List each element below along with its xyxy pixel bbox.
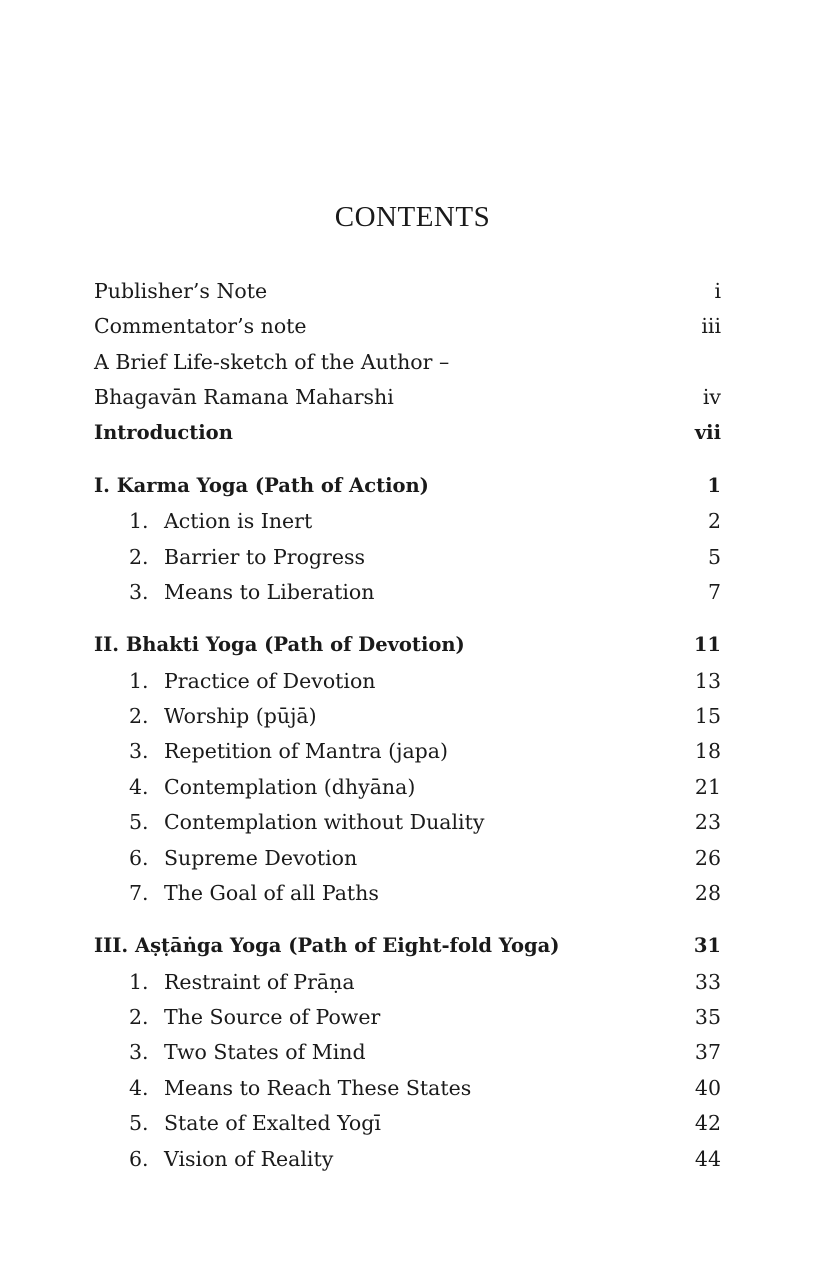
item-label: Contemplation without Duality [164,810,485,834]
section-title: III. Aṣṭāṅga Yoga (Path of Eight-fold Yoga) [94,934,560,957]
section-page: 1 [707,474,721,497]
item-page: 37 [694,1040,721,1064]
item-label: Means to Reach These States [164,1076,472,1100]
item-number: 6. [129,846,149,870]
item-label: Action is Inert [164,509,313,533]
item-number: 5. [129,810,149,834]
item-label: Repetition of Mantra (japa) [164,739,449,763]
item-number: 4. [129,775,149,799]
item-label: State of Exalted Yogī [164,1111,381,1135]
toc-item[interactable] [94,736,721,766]
item-number: 6. [129,1147,149,1171]
toc-entry-page: i [714,279,721,303]
item-page: 35 [694,1005,721,1029]
item-label: Practice of Devotion [164,669,376,693]
toc-item[interactable] [94,878,721,908]
item-number: 2. [129,545,149,569]
item-page: 21 [694,775,721,799]
item-label: Barrier to Progress [164,545,366,569]
section-page: 11 [693,633,721,656]
toc-item[interactable] [94,772,721,802]
toc-section-heading[interactable] [94,630,721,660]
item-number: 2. [129,704,149,728]
item-page: 18 [694,739,721,763]
item-label: The Goal of all Paths [164,881,379,905]
toc-item[interactable] [94,807,721,837]
item-number: 4. [129,1076,149,1100]
item-number: 2. [129,1005,149,1029]
toc-entry-page: iii [701,314,721,338]
section-title: II. Bhakti Yoga (Path of Devotion) [94,633,465,656]
item-number: 1. [129,669,149,693]
item-label: Means to Liberation [164,580,375,604]
toc-item[interactable] [94,506,721,536]
toc-section-heading[interactable] [94,931,721,961]
toc-entry-life-sketch[interactable] [94,347,721,377]
item-page: 15 [694,704,721,728]
toc-item[interactable] [94,666,721,696]
item-page: 23 [694,810,721,834]
item-label: Contemplation (dhyāna) [164,775,416,799]
item-page: 5 [707,545,721,569]
item-number: 1. [129,509,149,533]
toc-item[interactable] [94,577,721,607]
toc-entry-label: Commentator’s note [94,314,307,338]
item-page: 26 [694,846,721,870]
item-label: The Source of Power [164,1005,381,1029]
item-label: Two States of Mind [164,1040,366,1064]
item-page: 40 [694,1076,721,1100]
section-title: I. Karma Yoga (Path of Action) [94,474,429,497]
item-page: 42 [694,1111,721,1135]
toc-entry-page: vii [694,421,721,444]
toc-entry-publishers-note[interactable] [94,276,721,306]
item-number: 7. [129,881,149,905]
toc-item[interactable] [94,542,721,572]
item-page: 33 [694,970,721,994]
section-page: 31 [693,934,721,957]
toc-section-heading[interactable] [94,471,721,501]
toc-entry-label: Bhagavān Ramana Maharshi [94,385,394,409]
item-label: Restraint of Prāṇa [164,970,355,994]
item-number: 5. [129,1111,149,1135]
toc-item[interactable] [94,1073,721,1103]
toc-entry-label: Introduction [94,421,233,444]
page-title: CONTENTS [334,201,491,233]
toc-item[interactable] [94,1002,721,1032]
toc-entry-label: A Brief Life-sketch of the Author – [94,350,450,374]
item-number: 3. [129,739,149,763]
item-number: 3. [129,1040,149,1064]
item-label: Worship (pūjā) [164,704,317,728]
item-page: 44 [694,1147,721,1171]
item-label: Supreme Devotion [164,846,358,870]
item-page: 28 [694,881,721,905]
toc-entry-commentators-note[interactable] [94,311,721,341]
item-page: 13 [694,669,721,693]
toc-entry-life-sketch-cont[interactable] [94,382,721,412]
item-page: 7 [707,580,721,604]
toc-item[interactable] [94,843,721,873]
item-number: 3. [129,580,149,604]
toc-entry-label: Publisher’s Note [94,279,268,303]
toc-entry-page: iv [702,385,721,409]
toc-item[interactable] [94,1037,721,1067]
item-page: 2 [707,509,721,533]
toc-item[interactable] [94,967,721,997]
toc-item[interactable] [94,1144,721,1174]
toc-item[interactable] [94,1108,721,1138]
toc-entry-introduction[interactable] [94,418,721,448]
item-label: Vision of Reality [164,1147,334,1171]
toc-item[interactable] [94,701,721,731]
item-number: 1. [129,970,149,994]
